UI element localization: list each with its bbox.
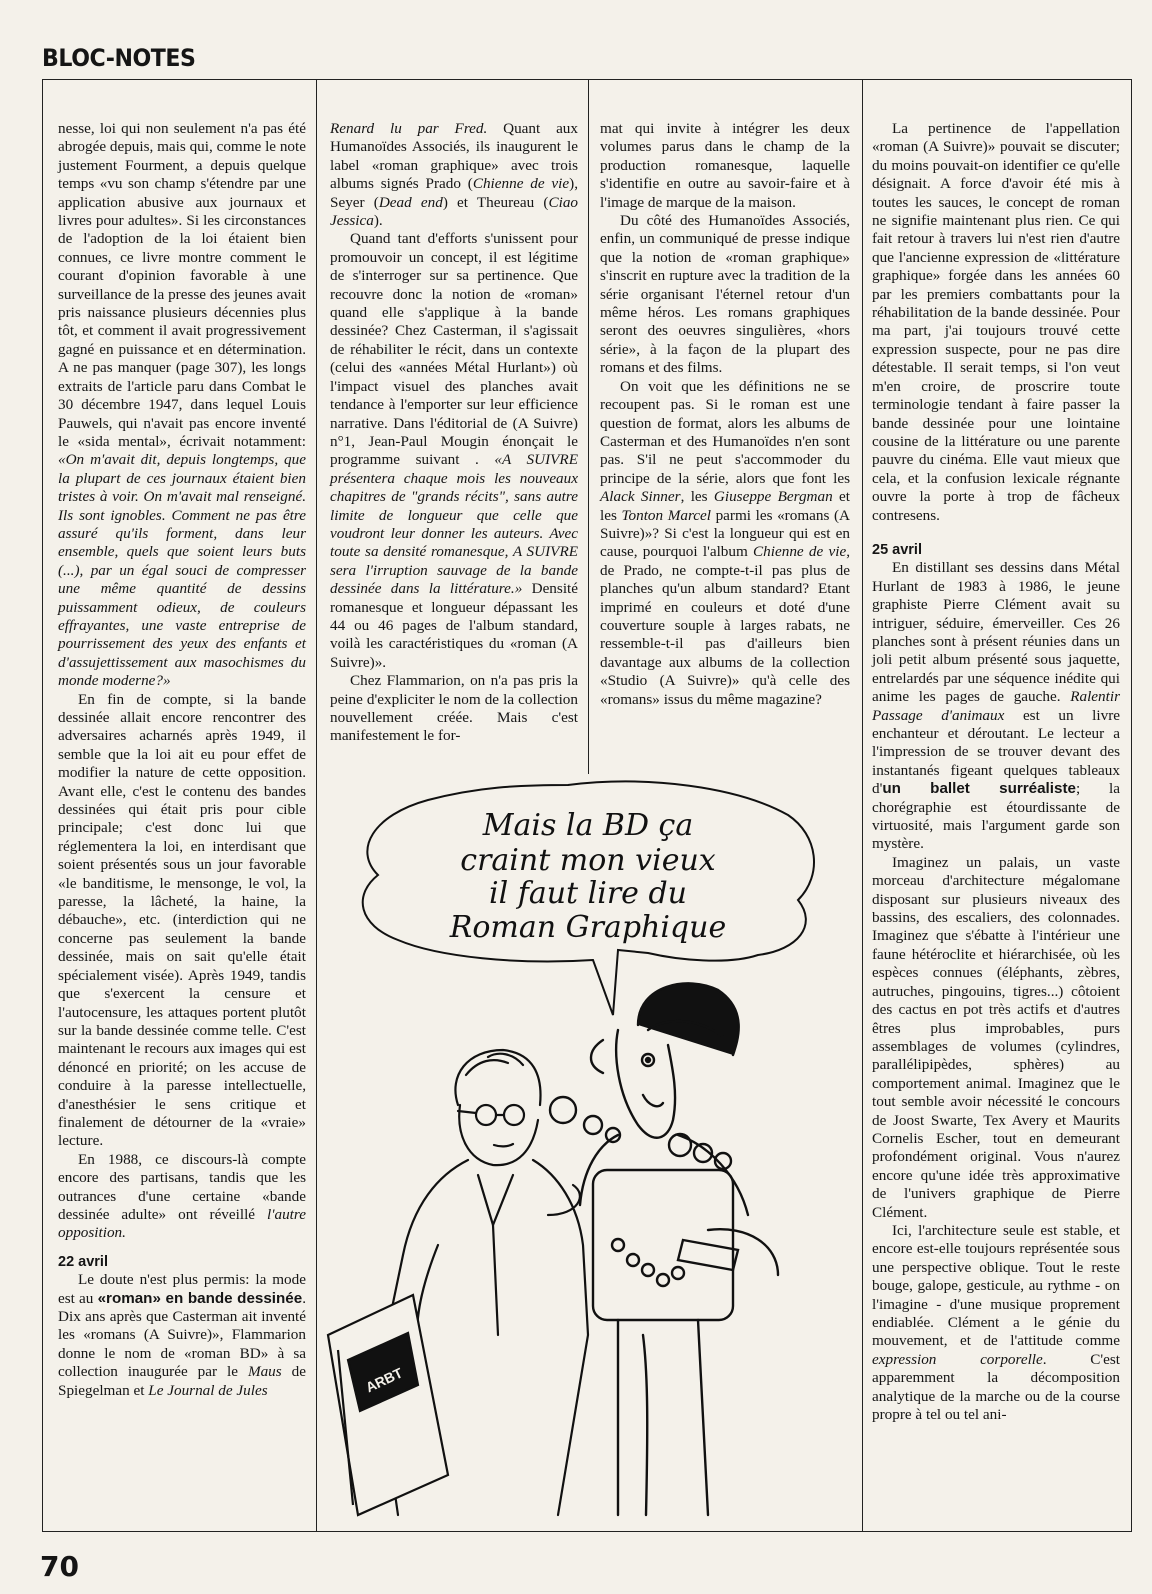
paragraph: Imaginez un palais, un vaste morceau d'architecture mégalomane disposant sur plusieurs niveaux des bassins, des escaliers, des colonnades. Imaginez que s'ébatte à l'intérieur une faune hétéroclite et hiérarchisée, où les espèces connues (éléphants, zèbres, autruches, pingouins, tigres...) côtoient des cactus en pot très actifs et d'autres êtres plus improbables, purs assemblages de volumes (cylindres, parallélipipèdes, sphères) au comportement animal. Imaginez que le tout semble avoir nécessité le concours de Joost Swarte, Tex Avery et Maurits Cornelis Escher, tout en demeurant profondément original. Vous n'aurez encore qu'une idée très approximative de l'univers graphique de Pierre Clément. xyxy=(872,853,1120,1221)
paragraph: La pertinence de l'appellation «roman (A Suivre)» pouvait se discuter; du moins pouvait-on identifier ce qu'elle désignait. A force d'avoir été mis à toutes les sauces, le concept de roman ne signifie maintenant plus rien. Ce qui fait retour à travers lui n'est rien d'autre que l'ancienne expression de «littérature graphique» forgée dans les années 60 par les premiers combattants pour la réhabilitation de la bande dessinée. Pour ma part, j'ai toujours trouvé cette expression suspecte, pour ne pas dire détestable. Il serait temps, si l'on veut m'en croire, de proscrire toute terminologie tendant à faire passer la bande dessinée pour une lointaine cousine de la littérature ou une parente pauvre du cinéma. Elle vaut mieux que cela, et la confusion lexicale régnante ouvre la porte à trop de fâcheux contresens. xyxy=(872,120,1120,524)
text: de Spiegelman et xyxy=(58,1363,306,1399)
text: , les xyxy=(680,488,714,506)
bubble-line-3: il faut lire du xyxy=(489,876,687,911)
italic-text: Renard lu par Fred. xyxy=(330,120,488,137)
paragraph: Du côté des Humanoïdes Associés, enfin, un communiqué de presse indique que la notion de «roman graphique» s'inscrit en rupture avec la tradition de la série organisant l'éternel retour d'un même héros. Les romans graphiques seront des oeuvres singulières, «hors série», à la façon de la plupart des romans et des films. xyxy=(600,212,850,377)
text: est un livre enchanteur et déroutant. Le lecteur a l'impression de se trouver devant des instantanés figeant quelques tableaux d' xyxy=(872,706,1121,798)
text: nesse, loi qui non seulement n'a pas été abrogée depuis, mais qui, comme le note justement Fourment, a depuis quelque temps «vu son champ s'étendre par une application abusive aux journaux et livres pour adultes». Si les circonstances de l'adoption de la loi étaient bien connues, ce livre montre comment le courant d'opinion favorable à une surveillance de la presse des jeunes avait pris naissance plusieurs décennies plus tôt, et comment il avait progressivement gagné en puissance et en détermination. A ne pas manquer (page 307), les longs extraits de l'article paru dans Combat le 30 décembre 1947, dans lequel Louis Pauwels, qui n'avait pas encore inventé le «sida mental», écrivait notamment: xyxy=(58,120,306,450)
cartoon-illustration xyxy=(318,775,860,1530)
italic-text: Giuseppe Bergman xyxy=(713,488,833,506)
page-number: 70 xyxy=(40,1550,79,1583)
text: Quand tant d'efforts s'unissent pour promouvoir un concept, il est légitime de s'interroger sur sa pertinence. Que recouvre donc la notion de «roman» quand elle s'applique à la bande dessinée? Chez Casterman, il s'agissait de réhabiliter le récit, dans un contexte (celui des «années Métal Hurlant») où l'impact visuel des planches avait tendance à l'emporter sur leur efficience narrative. Dans l'éditorial de (A Suivre) n°1, Jean-Paul Mougin énonçait le programme suivant . xyxy=(330,230,578,469)
italic-text: Chienne de vie xyxy=(753,543,847,561)
column-rule xyxy=(588,79,589,774)
paragraph: Chez Flammarion, on n'a pas pris la peine d'expliciter le nom de la collection nouvellement créée. Mais c'est manifestement le for- xyxy=(330,672,578,745)
section-header: BLOC-NOTES xyxy=(42,44,196,72)
text: ), Seyer ( xyxy=(330,175,578,211)
text: Quant aux Humanoïdes Associés, ils inaugurent le label «roman graphique» avec trois albums signés Prado ( xyxy=(330,120,578,193)
paragraph: mat qui invite à intégrer les deux volumes parus dans le champ de la production romanesque, laquelle s'identifie en outre au savoir-faire et à l'image de marque de la maison. xyxy=(600,120,850,211)
bubble-line-2: craint mon vieux xyxy=(460,843,716,878)
article-column-1 xyxy=(58,120,306,1400)
book-icon xyxy=(328,1295,448,1515)
paragraph xyxy=(330,230,578,672)
paragraph xyxy=(872,1222,1120,1424)
italic-text: Alack Sinner xyxy=(600,488,681,506)
paragraph xyxy=(58,1271,306,1400)
text: On voit que les définitions ne se recoupent pas. Si le roman est une question de format, alors les albums de Casterman et des Humanoïdes n'en sont pas. S'il ne peut s'accommoder du principe de la série, alors que font les xyxy=(600,377,850,487)
italic-text: Ralentir Passage d'animaux xyxy=(872,688,1120,724)
italic-text: Le Journal de Jules xyxy=(148,1381,268,1399)
paragraph xyxy=(58,1151,306,1243)
italic-text: Ciao Jessica xyxy=(330,193,579,230)
column-rule xyxy=(316,79,317,1532)
paragraph xyxy=(872,559,1120,854)
bold-text: «roman» en bande dessinée xyxy=(97,1289,303,1307)
text: ). xyxy=(373,212,383,230)
book-cover-text: ARBT xyxy=(363,1364,406,1396)
text: . Dix ans après que Casterman ait inventé les «romans (A Suivre)», Flammarion donne le nom de «roman BD» à sa collection inaugurée par le xyxy=(58,1289,306,1381)
paragraph: En fin de compte, si la bande dessinée allait encore rencontrer des adversaires acharnés après 1949, il semble que la loi ait eu pour effet de modifier la nature de cette opposition. Avant elle, c'est le contenu des bandes dessinées qui était pris pour cible principale; c'est donc lui que réglementera la loi, en interdisant que soient présentés sous un jour favorable «le banditisme, le mensonge, le vol, la paresse, la lâcheté, la haine, la débauche», etc. (interdiction qui ne concerne pas seulement la bande dessinée, mais on sait qu'elle était spécialement visée). Après 1949, tandis que s'exercent la censure et l'autocensure, les attaques portent plutôt sur la bande dessinée comme telle. C'est maintenant le recours aux images qui est dénoncé en priorité; on les accuse de conduire à la paresse intellectuelle, d'anesthésier le sens critique et finalement de détourner de la «vraie» lecture. xyxy=(58,690,306,1150)
italic-text: Maus xyxy=(247,1363,282,1381)
bubble-line-1: Mais la BD ça xyxy=(482,808,694,843)
text: Densité romanesque et longueur dépassant les 44 ou 46 pages de l'album standard, voilà les caractéristiques du «roman (A Suivre)». xyxy=(330,580,578,671)
italic-text: Chienne de vie xyxy=(472,175,570,193)
italic-text: Dead end xyxy=(378,193,443,211)
date-heading: 22 avril xyxy=(58,1253,108,1270)
text: ; la chorégraphie est étourdissante de virtuosité, mais l'argument garde son mystère. xyxy=(872,780,1120,853)
text: . C'est apparemment la décomposition analytique de la marche ou de la course propre à tel ou tel ani- xyxy=(872,1350,1120,1424)
italic-text: Tonton Marcel xyxy=(621,506,711,524)
bold-text: un ballet surréaliste xyxy=(882,780,1076,798)
paragraph xyxy=(330,120,578,230)
date-heading: 25 avril xyxy=(872,541,922,558)
text: Le doute n'est plus permis: la mode est au xyxy=(58,1271,306,1307)
text: En distillant ses dessins dans Métal Hurlant de 1983 à 1986, le jeune graphiste Pierre Clément avait su intriguer, séduire, émerveiller. Ces 26 planches sont à présent réunies dans un joli petit album présenté sous jaquette, entrelardés par une séquence inédite qui anime les pages de gauche. xyxy=(872,559,1120,706)
paragraph xyxy=(600,378,850,709)
column-rule xyxy=(862,79,863,1532)
text: ) et Theureau ( xyxy=(442,193,549,211)
italic-text: l'autre opposition. xyxy=(58,1205,306,1242)
text: parmi les «romans (A Suivre)»? Si c'est la longueur qui est en cause, pourquoi l'album xyxy=(600,506,850,561)
paragraph xyxy=(58,120,306,691)
pauwels-quote: «On m'avait dit, depuis longtemps, que la plupart de ces journaux étaient bien tristes à voir. On m'avait mal renseigné. Ils sont ignobles. Comment ne pas être assuré qu'ils forment, dans leur ensemble, quels que soient leurs buts (...), par un égal souci de compresser une même quantité de dessins puissamment odieux, de couleurs effrayantes, une vaste entreprise de pourrissement des yeux des enfants et d'assujettissement aux masochismes du monde moderne?» xyxy=(58,451,306,690)
italic-quote: «A SUIVRE présentera chaque mois les nouveaux chapitres de "grands récits", sans autre limite de longueur que celle que voudront leur donner les auteurs. Avec toute sa densité romanesque, A SUIVRE sera l'irruption sauvage de la bande dessinée dans la littérature.» xyxy=(330,451,578,598)
speech-bubble xyxy=(363,782,814,1015)
text: Ici, l'architecture seule est stable, et encore est-elle toujours représentée sous une perspective oblique. Tout le reste bouge, galope, gesticule, au rythme - on l'imagine - d'une musique proprement endiablée. Clément a le génie du mouvement, et de l'attitude comme xyxy=(872,1221,1120,1350)
article-column-3 xyxy=(600,120,850,709)
italic-text: expression corporelle xyxy=(872,1350,1043,1368)
text: En 1988, ce discours-là compte encore des partisans, tandis que les outrances d'une certaine «bande dessinée adulte» ont réveillé xyxy=(58,1150,306,1223)
article-column-4 xyxy=(872,120,1120,1424)
article-column-2 xyxy=(330,120,578,746)
text: , de Prado, ne compte-t-il pas plus de planches qu'un album standard? Etant imprimé en couleurs et doté d'une couverture souple à larges rabats, ne ressemble-t-il pas d'ailleurs bien davantage aux albums de la collection «Studio (A Suivre)» qu'à celle des «romans» issus du même magazine? xyxy=(600,543,850,708)
text: et les xyxy=(600,488,850,524)
bubble-line-4: Roman Graphique xyxy=(449,910,727,945)
